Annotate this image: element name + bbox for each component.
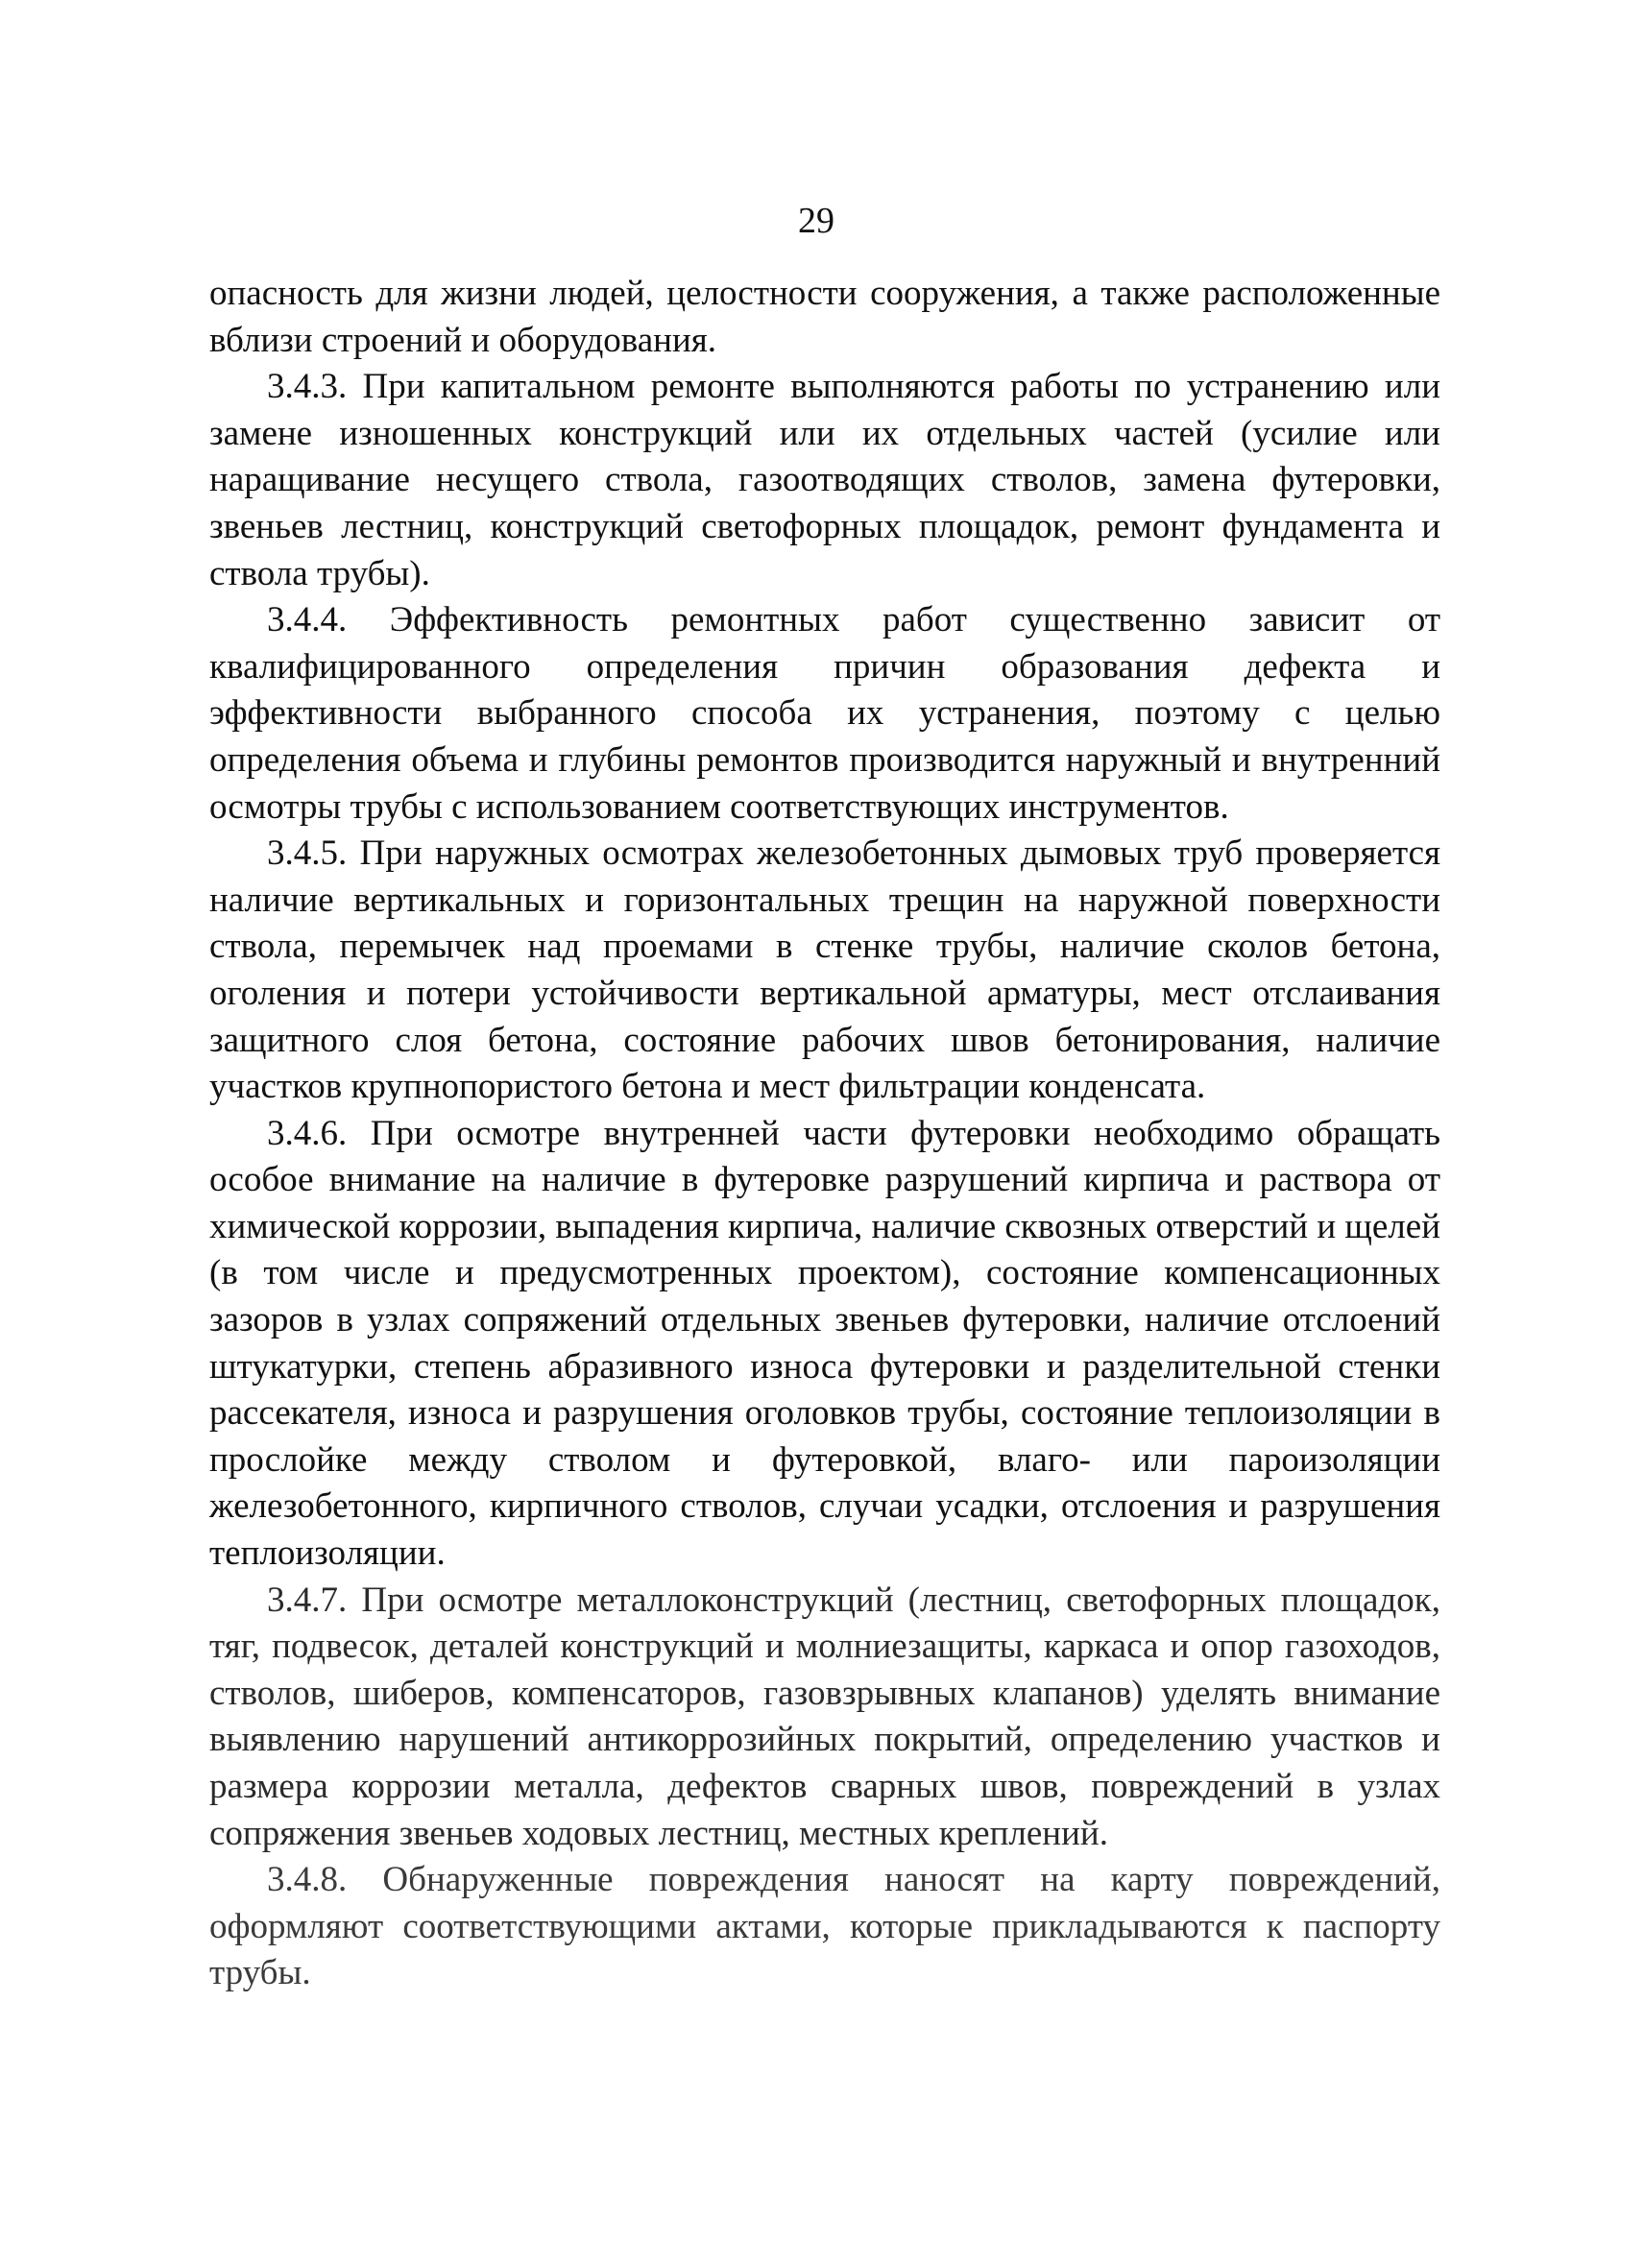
paragraph-text: При наружных осмотрах железобетонных дымовых труб проверяется наличие вертикальных и горизонтальных трещин на наружной поверхности ствола, перемычек над проемами в стенке трубы, наличие сколов бетона, оголения и потери устойчивости вертикальной арматуры, мест отслаивания защитного слоя бетона, состояние рабочих швов бетонирования, наличие участков крупнопористого бетона и мест фильтрации конденсата.	[209, 833, 1441, 1107]
paragraph-text: Обнаруженные повреждения наносят на карту повреждений, оформляют соответствующими актами, которые прикладываются к паспорту трубы.	[209, 1860, 1440, 1993]
paragraph-text: При осмотре металлоконструкций (лестниц, светофорных площадок, тяг, подвесок, деталей конструкций и молниезащиты, каркаса и опор газоходов, стволов, шиберов, компенсаторов, газовзрывных клапанов) уделять внимание выявлению нарушений антикоррозийных покрытий, определению участков и размера коррозии металла, дефектов сварных швов, повреждений в узлах сопряжения звеньев ходовых лестниц, местных креплений.	[209, 1580, 1440, 1853]
paragraph-number: 3.4.6.	[267, 1113, 348, 1153]
paragraph-3-4-5	[209, 831, 1440, 1111]
paragraph-text: Эффективность ремонтных работ существенно зависит от квалифицированного определения причин образования дефекта и эффективности выбранного способа их устранения, поэтому с целью определения объема и глубины ремонтов производится наружный и внутренний осмотры трубы с использованием соответствующих инструментов.	[209, 600, 1440, 827]
paragraph-number: 3.4.3.	[267, 367, 348, 407]
paragraph-number: 3.4.5.	[267, 833, 348, 874]
paragraph-3-4-6	[209, 1111, 1440, 1578]
page-number: 29	[798, 201, 834, 241]
paragraph-number: 3.4.4.	[267, 600, 348, 640]
paragraph-text: При осмотре внутренней части футеровки необходимо обращать особое внимание на наличие в футеровке разрушений кирпича и раствора от химической коррозии, выпадения кирпича, наличие сквозных отверстий и щелей (в том числе и предусмотренных проектом), состояние компенсационных зазоров в узлах сопряжений отдельных звеньев футеровки, наличие отслоений штукатурки, степень абразивного износа футеровки и разделительной стенки рассекателя, износа и разрушения оголовков трубы, состояние теплоизоляции в прослойке между стволом и футеровкой, влаго- или пароизоляции железобетонного, кирпичного стволов, случаи усадки, отслоения и разрушения теплоизоляции.	[209, 1113, 1440, 1574]
paragraph-continuation	[209, 271, 1440, 364]
paragraph-3-4-8	[209, 1857, 1440, 1997]
paragraph-text: опасность для жизни людей, целостности сооружения, а также расположенные вблизи строений и оборудования.	[209, 274, 1440, 360]
paragraph-text: При капитальном ремонте выполняются работы по устранению или замене изношенных конструкций или их отдельных частей (усилие или наращивание несущего ствола, газоотводящих стволов, замена футеровки, звеньев лестниц, конструкций светофорных площадок, ремонт фундамента и ствола трубы).	[209, 367, 1440, 593]
paragraph-3-4-3	[209, 364, 1440, 597]
paragraph-3-4-4	[209, 597, 1440, 831]
paragraph-number: 3.4.8.	[267, 1860, 348, 1900]
paragraph-number: 3.4.7.	[267, 1580, 348, 1620]
body-text	[209, 271, 1440, 1997]
paragraph-3-4-7	[209, 1578, 1440, 1858]
